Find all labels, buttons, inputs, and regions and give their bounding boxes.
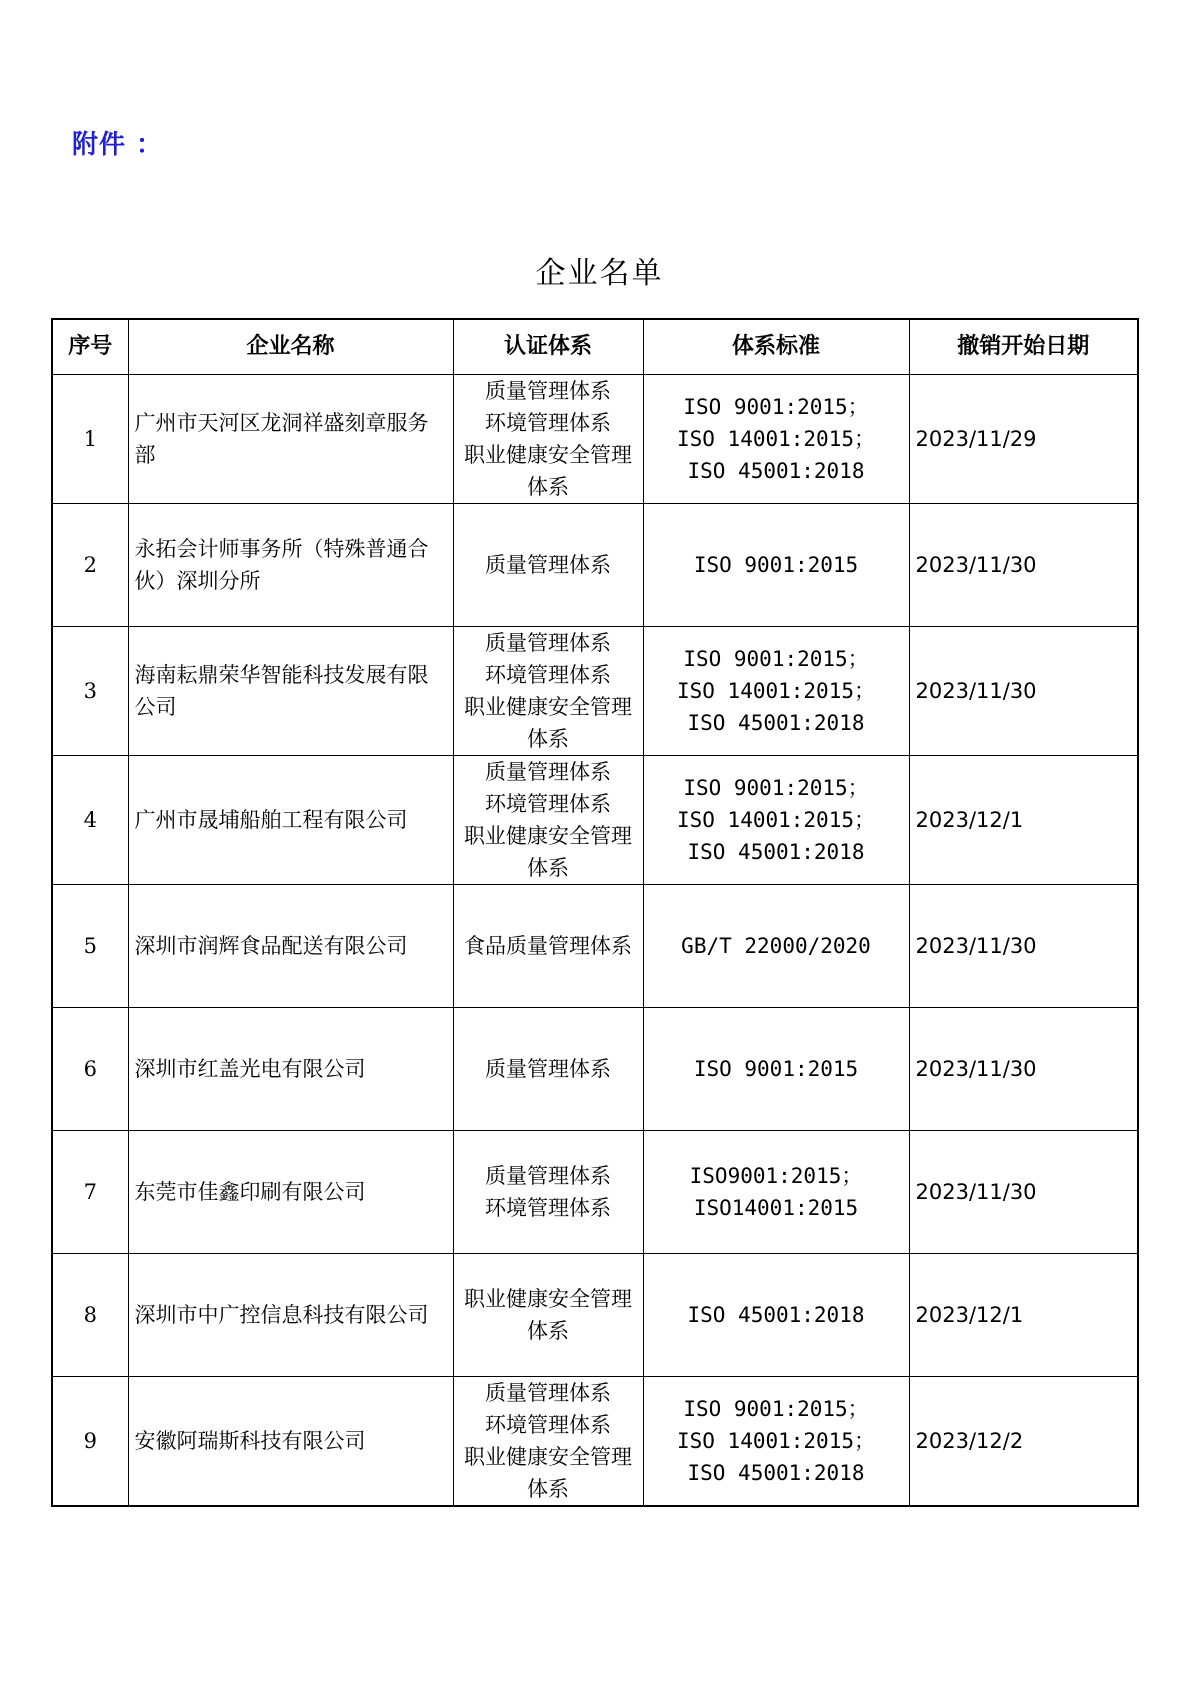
cell-standard [643, 756, 909, 885]
cell-standard [643, 1131, 909, 1254]
cert-system-line: 环境管理体系 [485, 1196, 611, 1220]
cell-seq: 1 [52, 375, 128, 504]
cert-system-line: 质量管理体系 [485, 631, 611, 655]
cell-cert-system [453, 1254, 643, 1377]
cell-revoke-date: 2023/11/30 [909, 504, 1138, 627]
cell-cert-system [453, 504, 643, 627]
cell-company-name: 深圳市中广控信息科技有限公司 [128, 1254, 453, 1377]
cell-standard [643, 1377, 909, 1507]
standard-line: ISO9001:2015； [689, 1164, 863, 1188]
cell-seq: 9 [52, 1377, 128, 1507]
cell-revoke-date: 2023/12/1 [909, 1254, 1138, 1377]
cell-revoke-date: 2023/12/1 [909, 756, 1138, 885]
cert-system-line: 食品质量管理体系 [464, 934, 632, 958]
cell-standard [643, 885, 909, 1008]
table-row [52, 885, 1138, 1008]
cert-system-line: 职业健康安全管理体系 [464, 695, 632, 751]
cell-company-name: 深圳市红盖光电有限公司 [128, 1008, 453, 1131]
enterprise-table [51, 318, 1139, 1507]
standard-line: ISO 45001:2018 [687, 711, 865, 735]
cell-cert-system [453, 1131, 643, 1254]
standard-line: ISO14001:2015 [693, 1196, 859, 1220]
cert-system-line: 职业健康安全管理体系 [464, 1445, 632, 1501]
standard-line: ISO 9001:2015； [683, 776, 869, 800]
table-row [52, 1254, 1138, 1377]
cert-system-line: 质量管理体系 [485, 1164, 611, 1188]
table-row [52, 1131, 1138, 1254]
standard-line: ISO 14001:2015； [676, 427, 875, 451]
cell-standard [643, 1008, 909, 1131]
table-row [52, 756, 1138, 885]
cell-seq: 8 [52, 1254, 128, 1377]
standard-line: ISO 9001:2015； [683, 395, 869, 419]
cell-standard [643, 504, 909, 627]
cert-system-line: 质量管理体系 [485, 379, 611, 403]
standard-line: ISO 45001:2018 [687, 1461, 865, 1485]
cell-revoke-date: 2023/11/30 [909, 885, 1138, 1008]
table-row [52, 375, 1138, 504]
cell-company-name: 广州市晟埔船舶工程有限公司 [128, 756, 453, 885]
cell-seq: 7 [52, 1131, 128, 1254]
cert-system-line: 质量管理体系 [485, 760, 611, 784]
standard-line: ISO 9001:2015； [683, 1397, 869, 1421]
cert-system-line: 职业健康安全管理体系 [464, 1287, 632, 1343]
header-seq: 序号 [52, 319, 128, 375]
cell-seq: 3 [52, 627, 128, 756]
cell-company-name: 东莞市佳鑫印刷有限公司 [128, 1131, 453, 1254]
table-body [52, 375, 1138, 1507]
standard-line: ISO 9001:2015； [683, 647, 869, 671]
cell-company-name: 广州市天河区龙洞祥盛刻章服务部 [128, 375, 453, 504]
cert-system-line: 环境管理体系 [485, 411, 611, 435]
header-standard: 体系标准 [643, 319, 909, 375]
standard-line: GB/T 22000/2020 [681, 934, 871, 958]
cell-cert-system [453, 885, 643, 1008]
cell-cert-system [453, 756, 643, 885]
cell-cert-system [453, 627, 643, 756]
attachment-label: 附件 ： [72, 130, 164, 160]
cell-revoke-date: 2023/11/30 [909, 1008, 1138, 1131]
cert-system-line: 质量管理体系 [485, 1381, 611, 1405]
cert-system-line: 质量管理体系 [485, 1057, 611, 1081]
cell-revoke-date: 2023/11/30 [909, 627, 1138, 756]
header-date: 撤销开始日期 [909, 319, 1138, 375]
cell-company-name: 安徽阿瑞斯科技有限公司 [128, 1377, 453, 1507]
cell-standard [643, 627, 909, 756]
cell-company-name: 永拓会计师事务所（特殊普通合伙）深圳分所 [128, 504, 453, 627]
page-title: 企业名单 [535, 256, 664, 291]
cell-cert-system [453, 375, 643, 504]
cell-seq: 2 [52, 504, 128, 627]
cell-company-name: 海南耘鼎荣华智能科技发展有限公司 [128, 627, 453, 756]
cert-system-line: 职业健康安全管理体系 [464, 443, 632, 499]
cert-system-line: 职业健康安全管理体系 [464, 824, 632, 880]
table-row [52, 504, 1138, 627]
table-row [52, 627, 1138, 756]
table-row [52, 1008, 1138, 1131]
standard-line: ISO 9001:2015 [693, 553, 859, 577]
cell-cert-system [453, 1008, 643, 1131]
header-system: 认证体系 [453, 319, 643, 375]
cell-company-name: 深圳市润辉食品配送有限公司 [128, 885, 453, 1008]
cell-revoke-date: 2023/11/30 [909, 1131, 1138, 1254]
standard-line: ISO 14001:2015； [676, 679, 875, 703]
standard-line: ISO 9001:2015 [693, 1057, 859, 1081]
standard-line: ISO 14001:2015； [676, 1429, 875, 1453]
cert-system-line: 环境管理体系 [485, 792, 611, 816]
cert-system-line: 环境管理体系 [485, 663, 611, 687]
table-header-row [52, 319, 1138, 375]
cell-seq: 6 [52, 1008, 128, 1131]
table-row [52, 1377, 1138, 1507]
standard-line: ISO 45001:2018 [687, 840, 865, 864]
cell-seq: 4 [52, 756, 128, 885]
cell-cert-system [453, 1377, 643, 1507]
cell-revoke-date: 2023/11/29 [909, 375, 1138, 504]
standard-line: ISO 14001:2015； [676, 808, 875, 832]
cell-standard [643, 1254, 909, 1377]
cell-standard [643, 375, 909, 504]
standard-line: ISO 45001:2018 [687, 1303, 865, 1327]
cert-system-line: 质量管理体系 [485, 553, 611, 577]
standard-line: ISO 45001:2018 [687, 459, 865, 483]
header-name: 企业名称 [128, 319, 453, 375]
cell-seq: 5 [52, 885, 128, 1008]
cell-revoke-date: 2023/12/2 [909, 1377, 1138, 1507]
cert-system-line: 环境管理体系 [485, 1413, 611, 1437]
